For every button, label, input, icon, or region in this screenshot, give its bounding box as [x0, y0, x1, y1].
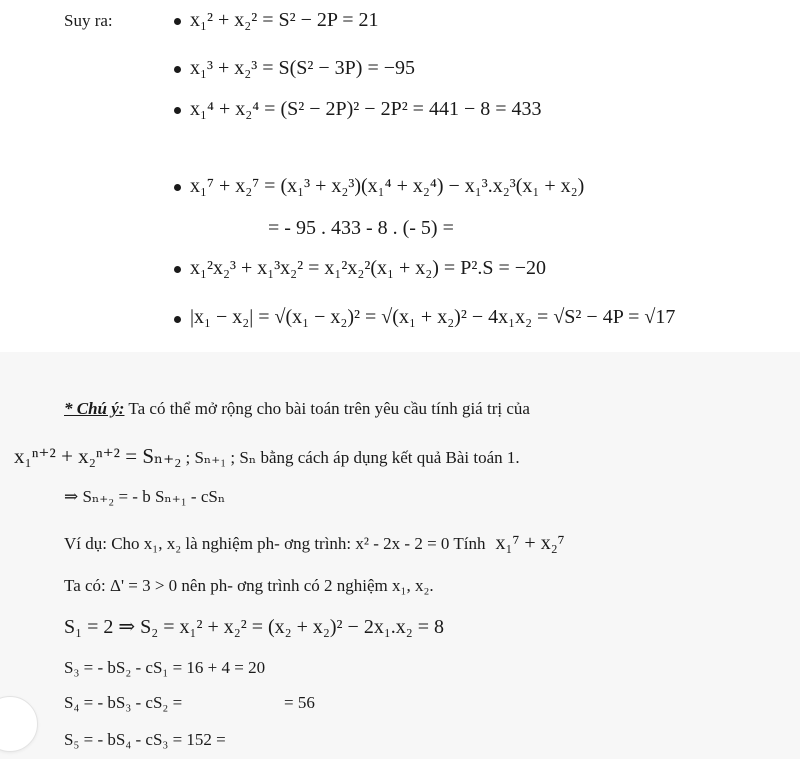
- note-formula: x₁ⁿ⁺² + x₂ⁿ⁺² = Sₙ₊₂: [14, 444, 182, 468]
- step-s2: S₁ = 2 ⇒ S₂ = x₁² + x₂² = (x₂ + x₂)² − 2x₁.x₂ = 8: [64, 616, 445, 638]
- example-statement-line: [64, 533, 565, 553]
- bullet-4: [174, 184, 181, 191]
- note-text-2: ; Sₙ₊₁ ; Sₙ bằng cách áp dụng kết quả Bài toán 1.: [185, 448, 520, 467]
- step-s3: S₃ = - bS₂ - cS₁ = 16 + 4 = 20: [64, 658, 266, 677]
- bullet-3: [174, 107, 181, 114]
- derivation-6: |x₁ − x₂| = √(x₁ − x₂)² = √(x₁ + x₂)² − 4x₁x₂ = √S² − 4P = √17: [190, 306, 676, 328]
- derivation-1: x₁² + x₂² = S² − 2P = 21: [190, 9, 379, 31]
- step-s4: S₄ = - bS₃ - cS₂ =: [64, 693, 183, 712]
- bullet-6: [174, 316, 181, 323]
- derivation-4: x₁⁷ + x₂⁷ = (x₁³ + x₂³)(x₁⁴ + x₂⁴) − x₁³.x₂³(x₁ + x₂): [190, 175, 585, 197]
- note-title: * Chú ý:: [64, 399, 125, 418]
- derivation-5: x₁²x₂³ + x₁³x₂² = x₁²x₂²(x₁ + x₂) = P².S = −20: [190, 257, 546, 279]
- step-s4-result: = 56: [284, 693, 315, 712]
- bullet-5: [174, 266, 181, 273]
- note-line-2: [14, 446, 520, 467]
- derivation-2: x₁³ + x₂³ = S(S² − 3P) = −95: [190, 57, 416, 79]
- derivation-4-continued: = - 95 . 433 - 8 . (- 5) =: [268, 217, 454, 239]
- note-text-1: Ta có thể mở rộng cho bài toán trên yêu cầu tính giá trị của: [128, 399, 530, 418]
- intro-label: Suy ra:: [64, 11, 113, 30]
- note-line-1: [64, 400, 530, 417]
- bullet-2: [174, 66, 181, 73]
- derivation-3: x₁⁴ + x₂⁴ = (S² − 2P)² − 2P² = 441 − 8 = 433: [190, 98, 542, 120]
- example-target: x₁⁷ + x₂⁷: [495, 532, 565, 554]
- bullet-1: [174, 18, 181, 25]
- example-statement: Ví dụ: Cho x₁, x₂ là nghiệm ph- ơng trình: x² - 2x - 2 = 0 Tính: [64, 534, 486, 553]
- recurrence-formula: ⇒ Sₙ₊₂ = - b Sₙ₊₁ - cSₙ: [64, 487, 226, 506]
- discriminant-line: Ta có: Δ' = 3 > 0 nên ph- ơng trình có 2 nghiệm x₁, x₂.: [64, 576, 434, 595]
- step-s5: S₅ = - bS₄ - cS₃ = 152 =: [64, 730, 226, 749]
